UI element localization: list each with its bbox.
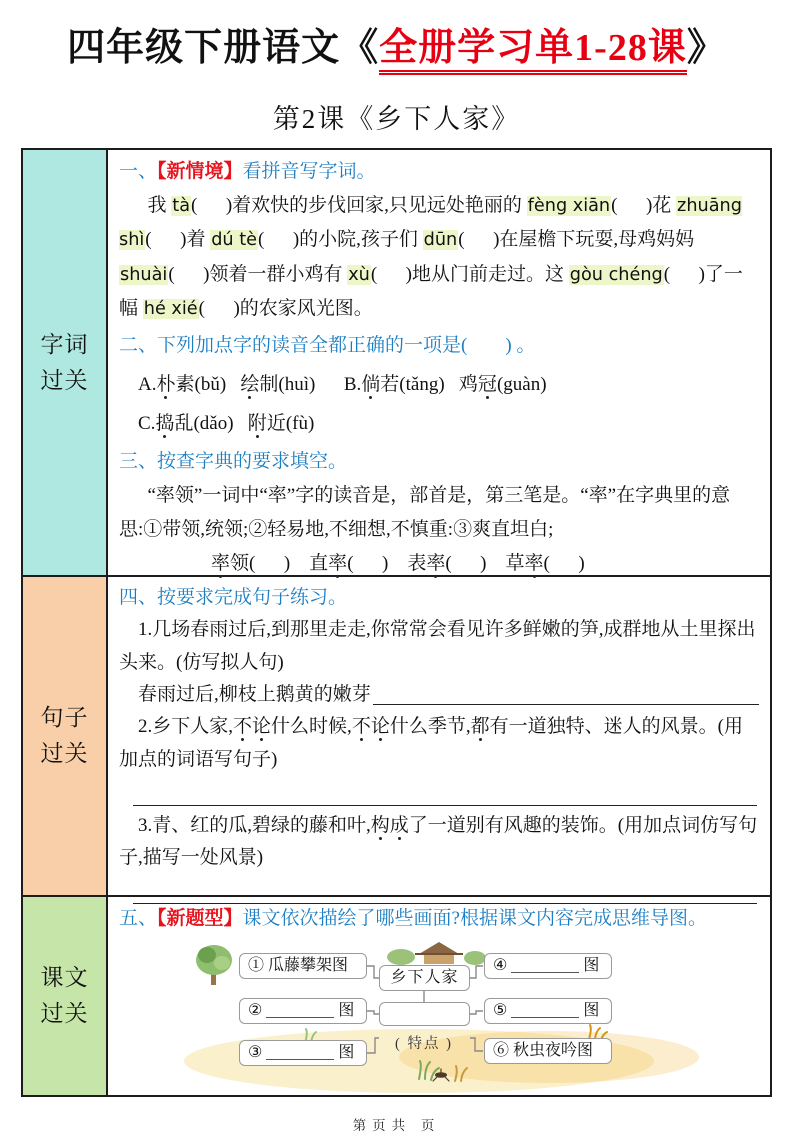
title-suffix: 》	[686, 27, 726, 69]
mindmap-diagram	[119, 939, 761, 1097]
section1-heading: 一、【新情境】看拼音写字词。	[119, 161, 376, 183]
page-title	[0, 26, 793, 72]
dotted-char: 论	[252, 716, 272, 738]
new-question-type-tag: 【新题型】	[157, 908, 243, 930]
mindmap-center-empty-box	[379, 1002, 470, 1026]
page-footer: 第页共 页	[352, 1118, 441, 1133]
row-label-text-text: 课文过关	[40, 965, 89, 1027]
section2-heading: 二、下列加点字的读音全都正确的一项是( ) 。	[119, 334, 536, 356]
mindmap-center-title-box: 乡下人家	[379, 965, 470, 991]
dotted-char: 绘	[240, 374, 260, 396]
section4-item1: 1.几场春雨过后,到那里走走,你常常会看见许多鲜嫩的笋,成群地从土里探出头来。(仿写拟人句)	[119, 619, 756, 673]
text-section-content	[108, 895, 772, 1095]
dotted-char: 率	[328, 553, 348, 575]
dotted-char: 倘	[361, 374, 381, 396]
dotted-char: 不	[351, 716, 371, 738]
section3-body: “率领”一词中“率”字的读音是，部首是，第三笔是。“率”在字典里的意思:①带领,统领;②轻易地,不细想,不慎重:③爽直坦白;	[119, 484, 731, 540]
dotted-char: 冠	[477, 374, 497, 396]
answer-blank	[373, 704, 759, 705]
section2-options-ab: A.朴素(bǔ) 绘制(huì) B.倘若(tǎng) 鸡冠(guàn)	[138, 374, 547, 396]
pinyin-highlight: fèng xiān	[527, 196, 611, 217]
farmhouse-illustration	[387, 942, 486, 965]
section5-heading: 五、【新题型】课文依次描绘了哪些画面?根据课文内容完成思维导图。	[119, 908, 707, 930]
mindmap-box-1: ① 瓜藤攀架图	[239, 953, 367, 979]
dotted-char: 捣	[155, 413, 175, 435]
pinyin-highlight: tà	[172, 196, 191, 217]
pinyin-highlight: gòu chéng	[569, 264, 663, 285]
mindmap-answer-blank	[511, 1005, 579, 1018]
mindmap-feature-label: ( 特点 )	[395, 1036, 453, 1053]
pinyin-passage: 我 tà( )着欢快的步伐回家,只见远处艳丽的 fèng xiān( )花 zhuāng shì( )着 dú tè( )的小院,孩子们 dūn( )在屋檐下玩耍,母鸡妈妈 shuài( )领着一群小鸡有 xù( )地从门前走过。这 gòu chéng( )了一幅 hé xié( )的农家风光图。	[119, 195, 743, 319]
row-label-sentences-text: 句子过关	[40, 705, 89, 767]
dotted-char: 附	[247, 413, 267, 435]
mindmap-answer-blank	[511, 960, 579, 973]
section4-item1-answer-line: 春雨过后,柳枝上鹅黄的嫩芽	[119, 679, 761, 711]
dotted-char: 不	[233, 716, 253, 738]
answer-blank-line	[133, 805, 757, 806]
mindmap-box-3: ③ 图	[239, 1040, 367, 1066]
mindmap-answer-blank	[266, 1047, 334, 1060]
title-prefix: 四年级下册语文《	[67, 27, 380, 69]
pinyin-highlight: zhuāng shì	[119, 196, 742, 251]
dotted-char: 率	[211, 553, 231, 575]
dotted-char: 都	[470, 716, 490, 738]
section3-fill-line: 率领( ) 直率( ) 表率( ) 草率( )	[211, 553, 585, 575]
section2-options-c: C.捣乱(dǎo) 附近(fù)	[138, 413, 315, 435]
pinyin-highlight: dūn	[423, 230, 458, 251]
mindmap-answer-blank	[266, 1005, 334, 1018]
worksheet-table	[21, 148, 772, 1097]
row-label-text	[23, 895, 108, 1095]
dotted-char: 率	[524, 553, 544, 575]
pinyin-highlight: xù	[348, 264, 370, 285]
sentence-section-content	[108, 575, 772, 895]
title-highlight-red-underlined: 全册学习单1-28课	[379, 27, 687, 75]
dotted-char: 论	[370, 716, 390, 738]
pinyin-highlight: dú tè	[211, 230, 257, 251]
row-label-words	[23, 150, 108, 575]
lesson-subtitle: 第2课《乡下人家》	[272, 104, 521, 135]
pinyin-highlight: hé xié	[143, 298, 198, 319]
section4-item3: 3.青、红的瓜,碧绿的藤和叶,构成了一道别有风趣的装饰。(用加点词仿写句子,描写一处风景)	[119, 814, 758, 869]
pinyin-highlight: shuài	[120, 264, 168, 285]
section3-heading: 三、按查字典的要求填空。	[119, 450, 348, 472]
dotted-char: 构	[370, 814, 390, 836]
dotted-char: 朴	[156, 374, 176, 396]
words-section-content	[108, 150, 772, 575]
tree-illustration	[196, 945, 232, 985]
mindmap-box-4: ④ 图	[484, 953, 612, 979]
new-scenario-tag: 【新情境】	[157, 161, 243, 183]
dotted-char: 率	[426, 553, 446, 575]
row-label-words-text: 字词过关	[40, 331, 89, 393]
mindmap-box-2: ② 图	[239, 998, 367, 1024]
section4-item2: 2.乡下人家,不论什么时候,不论什么季节,都有一道独特、迷人的风景。(用加点的词语写句子)	[119, 716, 743, 770]
mindmap-box-5: ⑤ 图	[484, 998, 612, 1024]
section4-heading: 四、按要求完成句子练习。	[119, 587, 348, 609]
row-label-sentences	[23, 575, 108, 895]
dotted-char: 成	[389, 814, 409, 836]
mindmap-box-6: ⑥ 秋虫夜吟图	[484, 1038, 612, 1064]
